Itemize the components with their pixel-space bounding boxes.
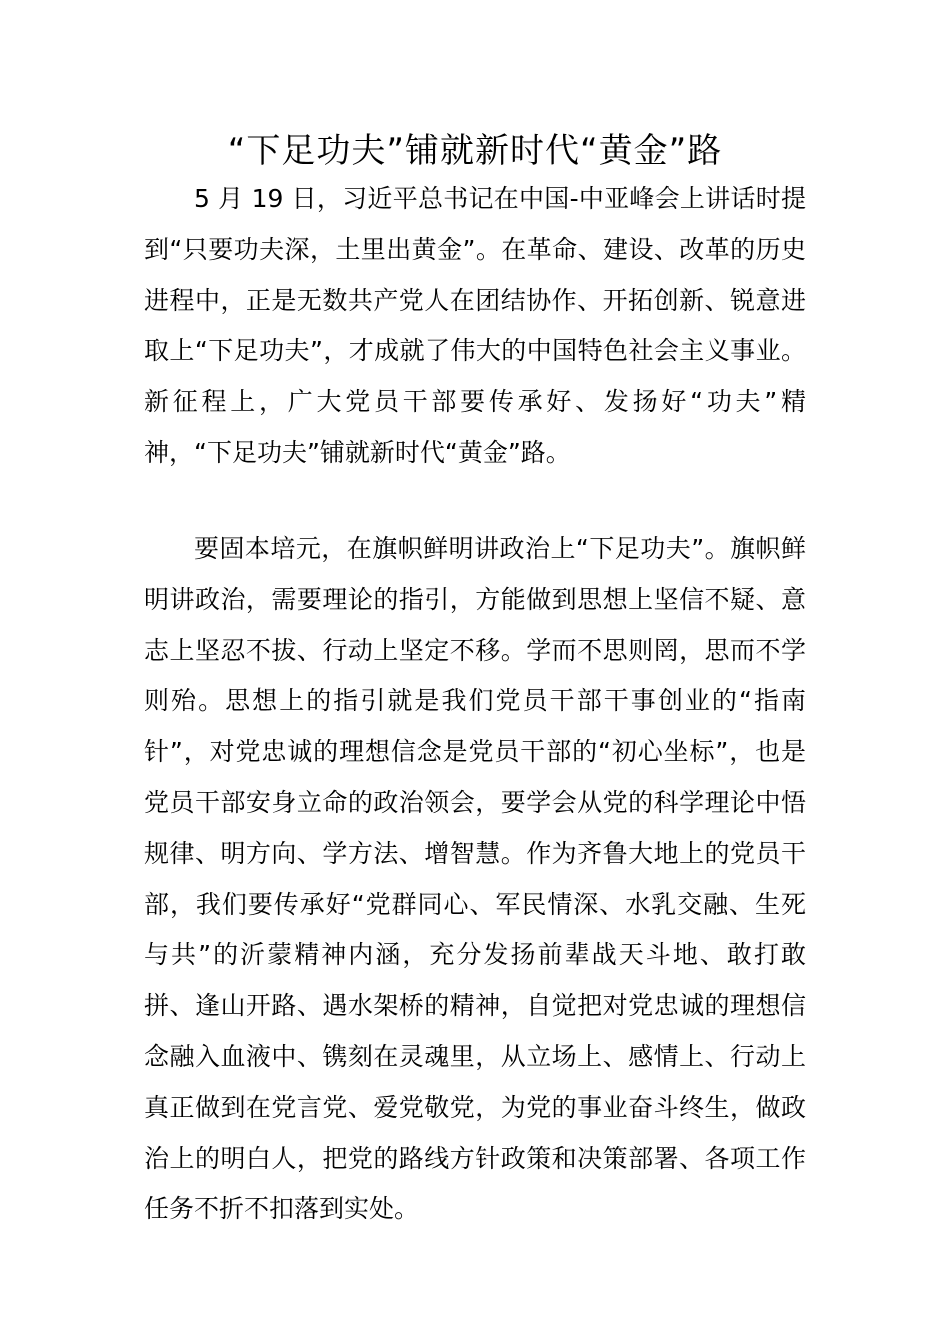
- document-title: “下足功夫”铺就新时代“黄金”路: [227, 131, 723, 171]
- paragraph-politics: 要固本培元，在旗帜鲜明讲政治上“下足功夫”。旗帜鲜明讲政治，需要理论的指引，方能做到思想上坚信不疑、意志上坚忍不拔、行动上坚定不移。学而不思则罔，思而不学则殆。思想上的指引就是我们党员干部干事创业的“指南针”，对党忠诚的理想信念是党员干部的“初心坐标”，也是党员干部安身立命的政治领会，要学会从党的科学理论中悟规律、明方向、学方法、增智慧。作为齐鲁大地上的党员干部，我们要传承好“党群同心、军民情深、水乳交融、生死与共”的沂蒙精神内涵，充分发扬前辈战天斗地、敢打敢拼、逢山开路、遇水架桥的精神，自觉把对党忠诚的理想信念融入血液中、镌刻在灵魂里，从立场上、感情上、行动上真正做到在党言党、爱党敬党，为党的事业奋斗终生，做政治上的明白人，把党的路线方针政策和决策部署、各项工作任务不折不扣落到实处。: [144, 534, 806, 1224]
- paragraph-intro: 5 月 19 日，习近平总书记在中国-中亚峰会上讲话时提到“只要功夫深，土里出黄金”。在革命、建设、改革的历史进程中，正是无数共产党人在团结协作、开拓创新、锐意进取上“下足功夫”，才成就了伟大的中国特色社会主义事业。新征程上，广大党员干部要传承好、发扬好“功夫”精神，“下足功夫”铺就新时代“黄金”路。: [144, 184, 806, 467]
